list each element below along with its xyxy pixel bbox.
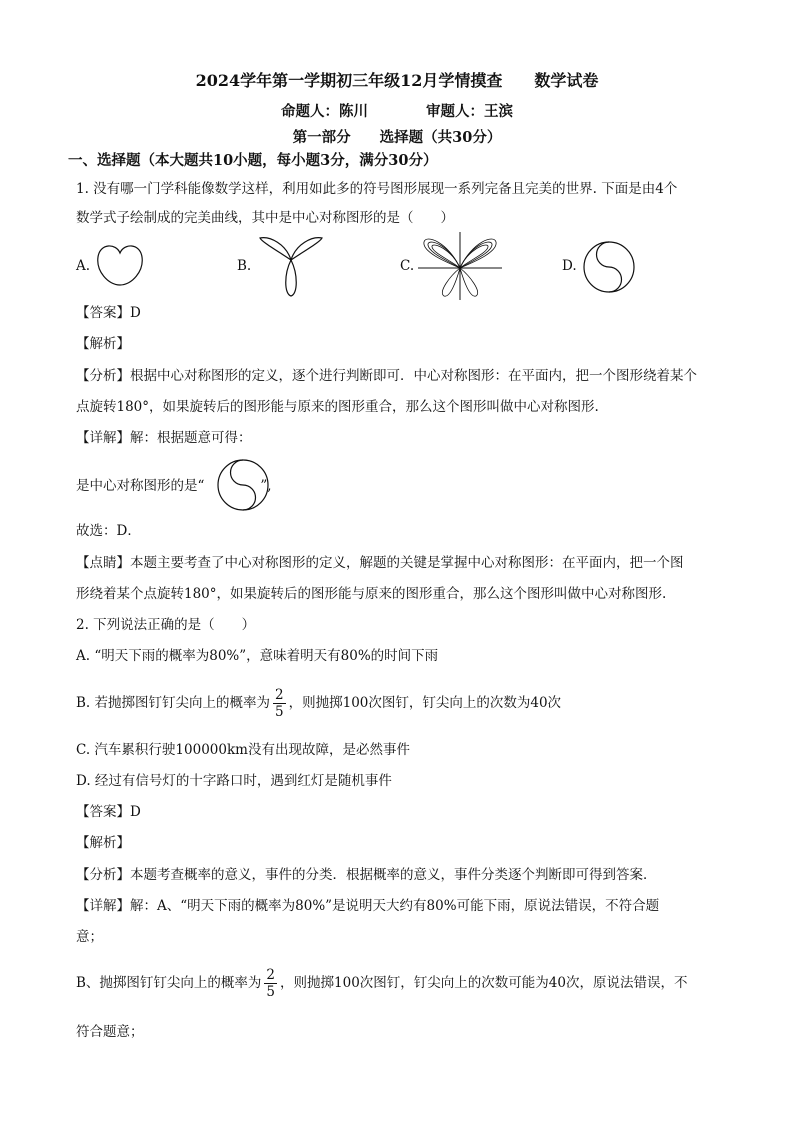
q2-option-d: D. 经过有信号灯的十字路口时，遇到红灯是随机事件 xyxy=(76,773,392,789)
q1-stem-line1: 1. 没有哪一门学科能像数学这样，利用如此多的符号图形展现一系列完备且完美的世界. 下面是由4个 xyxy=(76,181,678,197)
q1-option-c-label: C. xyxy=(400,258,415,274)
q2-detail-b xyxy=(76,964,687,1002)
q2-fenxi: 【分析】本题考查概率的意义，事件的分类．根据概率的意义，事件分类逐个判断即可得到答案． xyxy=(76,867,657,883)
q2-option-b-prefix: B. 若抛掷图钉钉尖向上的概率为 xyxy=(76,695,271,711)
q1-answer: 【答案】D xyxy=(76,305,141,321)
q2-detail-b-prefix: B、抛掷图钉钉尖向上的概率为 xyxy=(76,975,262,991)
exam-authors: 命题人：陈川 审题人：王滨 xyxy=(281,103,513,120)
butterfly-curve-figure xyxy=(418,232,502,300)
fraction-denominator: 5 xyxy=(275,704,284,720)
q2-answer: 【答案】D xyxy=(76,804,141,820)
q2-option-b xyxy=(76,684,561,722)
q1-stem-line2: 数学式子绘制成的完美曲线，其中是中心对称图形的是（ ） xyxy=(76,210,454,226)
q1-dianjing-line2: 形绕着某个点旋转180°，如果旋转后的图形能与原来的图形重合，那么这个图形叫做中心对称图形. xyxy=(76,586,667,602)
q2-analysis-heading: 【解析】 xyxy=(76,835,130,851)
q2-detail-line2: 意； xyxy=(76,929,103,945)
exam-title: 2024学年第一学期初三年级12月学情摸查 数学试卷 xyxy=(195,71,599,90)
q1-detail-intro: 【详解】解：根据题意可得： xyxy=(76,430,252,446)
fraction-denominator: 5 xyxy=(266,984,276,1000)
q2-option-b-suffix: ，则抛掷100次图钉，钉尖向上的次数为40次 xyxy=(288,695,562,711)
taiji-curve-figure xyxy=(582,240,636,294)
q1-fenxi-line2: 点旋转180°，如果旋转后的图形能与原来的图形重合，那么这个图形叫做中心对称图形. xyxy=(76,399,599,415)
q2-option-c: C. 汽车累积行驶100000km没有出现故障，是必然事件 xyxy=(76,742,410,758)
q2-detail-b-suffix: ，则抛掷100次图钉，钉尖向上的次数可能为40次，原说法错误，不 xyxy=(280,975,688,991)
q2-detail-line4: 符合题意； xyxy=(76,1024,144,1040)
part-heading: 第一部分 选择题（共30分） xyxy=(292,129,502,146)
q2-detail-line1: 【详解】解：A、“明天下雨的概率为80%”是说明天大约有80%可能下雨，原说法错误，不符合题 xyxy=(76,898,660,914)
q2-detail-b-fraction xyxy=(264,967,277,1000)
q1-option-a-label: A. xyxy=(76,258,91,274)
q1-option-d-label: D. xyxy=(562,258,577,274)
three-leaf-rose-figure xyxy=(256,236,326,298)
cardioid-figure xyxy=(92,241,148,289)
q2-stem: 2. 下列说法正确的是（ ） xyxy=(76,617,256,633)
q1-detail-prefix: 是中心对称图形的是“ xyxy=(76,478,205,494)
taiji-curve-inline-figure xyxy=(216,458,270,512)
q1-option-b-label: B. xyxy=(237,258,252,274)
q1-analysis-heading: 【解析】 xyxy=(76,336,130,352)
q1-choice: 故选：D． xyxy=(76,523,141,539)
q1-fenxi-line1: 【分析】根据中心对称图形的定义，逐个进行判断即可．中心对称图形：在平面内，把一个图形绕着某个 xyxy=(76,368,697,384)
q1-detail-suffix: ”, xyxy=(260,478,272,494)
fraction-numerator: 2 xyxy=(266,967,276,983)
fraction-numerator: 2 xyxy=(275,687,284,703)
q2-option-b-fraction xyxy=(273,687,286,720)
section-heading: 一、选择题（本大题共10小题，每小题3分，满分30分） xyxy=(68,152,438,169)
q1-dianjing-line1: 【点睛】本题主要考查了中心对称图形的定义，解题的关键是掌握中心对称图形：在平面内，把一个图 xyxy=(76,555,684,571)
q2-option-a: A. “明天下雨的概率为80%”，意味着明天有80%的时间下雨 xyxy=(76,648,439,664)
